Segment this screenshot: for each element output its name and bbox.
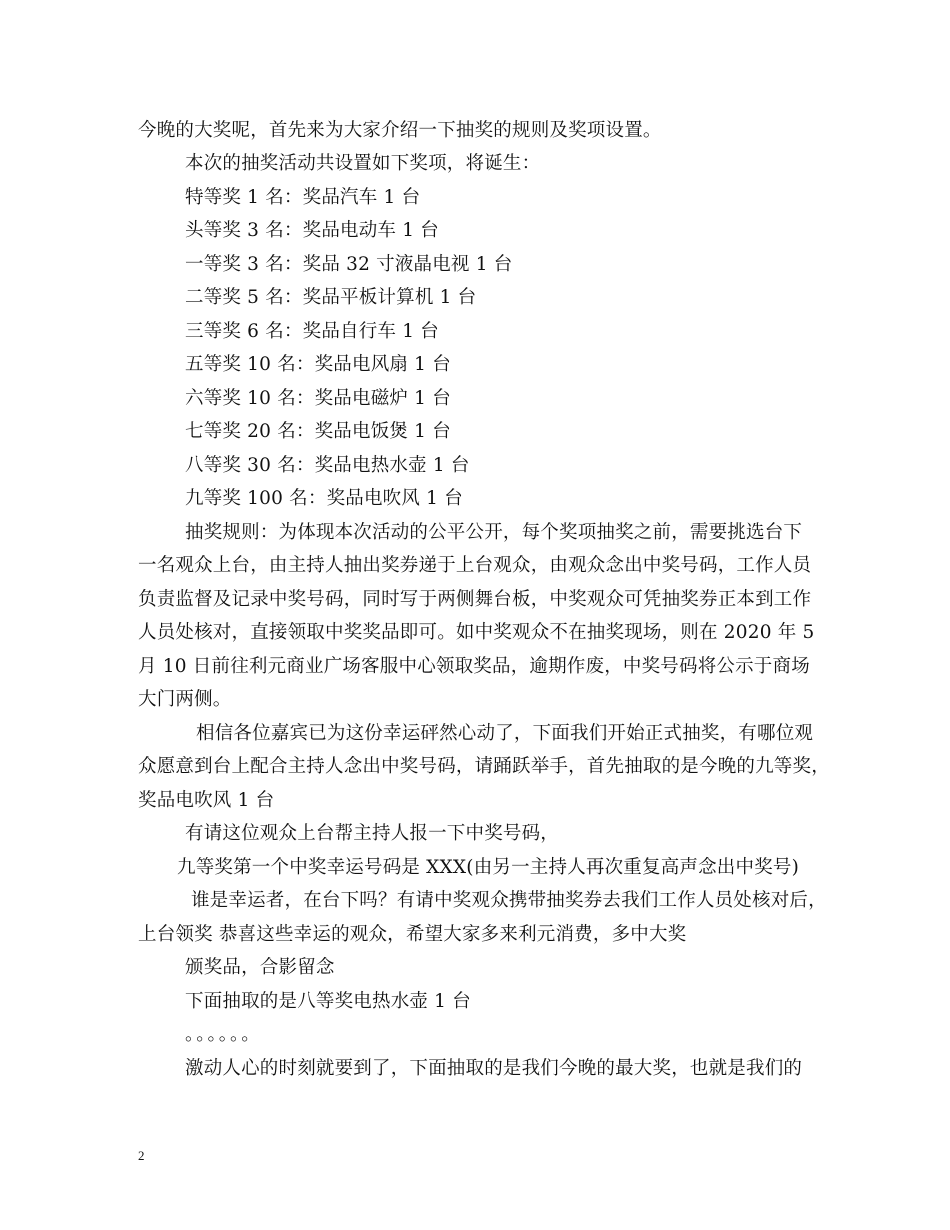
prize-line: 二等奖 5 名：奖品平板计算机 1 台: [185, 287, 477, 308]
text-line: 今晚的大奖呢，首先来为大家介绍一下抽奖的规则及奖项设置。: [138, 120, 662, 141]
prize-line: 头等奖 3 名：奖品电动车 1 台: [185, 220, 439, 241]
text-line: 上台领奖 恭喜这些幸运的观众，希望大家多来利元消费，多中大奖: [138, 924, 687, 945]
prize-line: 五等奖 10 名：奖品电风扇 1 台: [185, 354, 451, 375]
text-line: 本次的抽奖活动共设置如下奖项，将诞生：: [185, 153, 541, 174]
text-line: 下面抽取的是八等奖电热水壶 1 台: [185, 991, 471, 1012]
text-line: 一名观众上台，由主持人抽出奖券递于上台观众，由观众念出中奖号码，工作人员: [138, 555, 812, 576]
text-line: 负责监督及记录中奖号码，同时写于两侧舞台板，中奖观众可凭抽奖券正本到工作: [138, 589, 812, 610]
text-line: 众愿意到台上配合主持人念出中奖号码，请踊跃举手，首先抽取的是今晚的九等奖，: [138, 756, 830, 777]
ellipsis-line: 。。。。。。: [185, 1024, 262, 1045]
text-line: 激动人心的时刻就要到了，下面抽取的是我们今晚的最大奖，也就是我们的: [185, 1058, 803, 1079]
text-line: 有请这位观众上台帮主持人报一下中奖号码，: [185, 823, 560, 844]
text-line: 相信各位嘉宾已为这份幸运砰然心动了，下面我们开始正式抽奖，有哪位观: [196, 723, 814, 744]
text-line: 人员处核对，直接领取中奖奖品即可。如中奖观众不在抽奖现场，则在 2020 年 5: [138, 622, 815, 643]
prize-line: 九等奖 100 名：奖品电吹风 1 台: [185, 488, 463, 509]
prize-line: 三等奖 6 名：奖品自行车 1 台: [185, 321, 439, 342]
text-line: 颁奖品，合影留念: [185, 957, 335, 978]
text-line: 九等奖第一个中奖幸运号码是 XXX(由另一主持人再次重复高声念出中奖号): [177, 857, 800, 878]
prize-line: 八等奖 30 名：奖品电热水壶 1 台: [185, 455, 470, 476]
text-line: 大门两侧。: [138, 689, 232, 710]
page-number: 2: [138, 1148, 145, 1163]
prize-line: 特等奖 1 名：奖品汽车 1 台: [185, 187, 421, 208]
text-line: 谁是幸运者，在台下吗？有请中奖观众携带抽奖券去我们工作人员处核对后，: [191, 890, 827, 911]
text-line: 月 10 日前往利元商业广场客服中心领取奖品，逾期作废，中奖号码将公示于商场: [138, 656, 810, 677]
prize-line: 一等奖 3 名：奖品 32 寸液晶电视 1 台: [185, 254, 513, 275]
text-line: 奖品电吹风 1 台: [138, 790, 275, 811]
text-line: 抽奖规则：为体现本次活动的公平公开，每个奖项抽奖之前，需要挑选台下: [185, 522, 803, 543]
prize-line: 七等奖 20 名：奖品电饭煲 1 台: [185, 421, 451, 442]
prize-line: 六等奖 10 名：奖品电磁炉 1 台: [185, 388, 451, 409]
